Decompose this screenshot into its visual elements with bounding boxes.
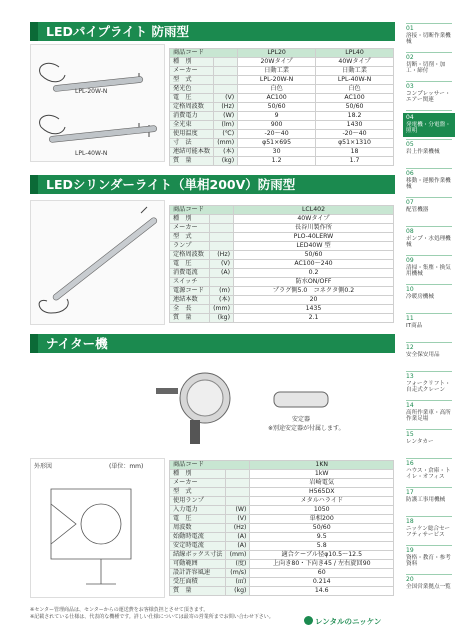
- row-unit: (kg): [210, 314, 234, 323]
- row-value: 50/60: [238, 103, 316, 112]
- sidebar-item-number: 09: [406, 257, 414, 264]
- sidebar-item-label: 安全保安用品: [406, 351, 440, 358]
- row-unit: (mm): [214, 139, 238, 148]
- row-value: プラグ側5.0 コネクタ側0.2: [234, 287, 394, 296]
- sidebar-divider: [406, 458, 452, 459]
- row-unit: [214, 85, 238, 94]
- outline-unit: (単位：mm): [109, 463, 144, 470]
- sidebar-item-label: 清掃・集塵・換気用機械: [406, 264, 451, 278]
- sidebar-item-label: 移動・運搬作業機械: [406, 177, 451, 191]
- row-value: 1.7: [316, 157, 394, 166]
- sidebar-item-08[interactable]: [406, 229, 452, 249]
- row-value: LED40W 型: [234, 242, 394, 251]
- sidebar-item-number: 05: [406, 141, 414, 148]
- table-row: [170, 560, 394, 569]
- row-value: 0.2: [234, 269, 394, 278]
- row-label: 発光色: [170, 85, 214, 94]
- table-row: [170, 506, 394, 515]
- section-title-pipe-light: LEDパイプライト 防雨型: [30, 22, 395, 41]
- row-value: 1kW: [250, 470, 394, 479]
- row-label: メーカー: [170, 67, 214, 76]
- table-row: [170, 76, 394, 85]
- caption-lpl20: LPL-20W-N: [75, 88, 108, 95]
- row-unit: [210, 233, 234, 242]
- sidebar-item-label: ハウス・倉庫・トイレ・オフィス: [406, 467, 451, 481]
- header-cell: LPL40: [316, 49, 394, 58]
- sidebar-divider: [406, 81, 452, 82]
- row-label: 型 式: [170, 488, 226, 497]
- row-unit: [210, 224, 234, 233]
- row-value: 9: [238, 112, 316, 121]
- ballast-note: ※別途安定器が付属します。: [268, 425, 345, 432]
- row-value: 18: [316, 148, 394, 157]
- row-label: 定格周波数: [170, 251, 210, 260]
- row-label: 電源コード: [170, 287, 210, 296]
- sidebar-item-number: 19: [406, 547, 414, 554]
- row-unit: [226, 497, 250, 506]
- table-row: [170, 112, 394, 121]
- sidebar-divider: [406, 255, 452, 256]
- row-value: 上向き80・下向き45 / 左右旋回90: [250, 560, 394, 569]
- cylinder-light-illustration: [31, 201, 166, 326]
- row-unit: (A): [226, 533, 250, 542]
- sidebar-divider: [406, 400, 452, 401]
- row-value: 2.1: [234, 314, 394, 323]
- row-unit: (m/s): [226, 569, 250, 578]
- table-row: [170, 242, 394, 251]
- category-sidebar: [400, 0, 455, 644]
- sidebar-item-number: 06: [406, 170, 414, 177]
- table-row: [170, 515, 394, 524]
- row-value: 長谷川製作所: [234, 224, 394, 233]
- table-row: [170, 305, 394, 314]
- footer-note-1: ※センター管理商品は、センターからの運送費をお客様負担とさせて頂きます。: [30, 607, 209, 613]
- sidebar-divider: [406, 284, 452, 285]
- table-row: [170, 58, 394, 67]
- sidebar-item-number: 13: [406, 373, 414, 380]
- table-header-row: [170, 461, 394, 470]
- sidebar-item-01[interactable]: [406, 26, 452, 46]
- sidebar-item-label: 発電機・分電盤・照明: [406, 121, 451, 135]
- row-value: AC100〜240: [234, 260, 394, 269]
- row-label: 種 別: [170, 58, 214, 67]
- section-title-nighter: ナイター機: [30, 334, 395, 353]
- row-label: 全 長: [170, 305, 210, 314]
- sidebar-item-label: 岩上作業機械: [406, 148, 440, 155]
- sidebar-item-number: 14: [406, 402, 414, 409]
- brand-logo-icon: [304, 616, 313, 625]
- row-label: 質 量: [170, 314, 210, 323]
- table-row: [170, 470, 394, 479]
- table-row: [170, 148, 394, 157]
- row-unit: (本): [210, 296, 234, 305]
- row-label: 全光束: [170, 121, 214, 130]
- row-value: 900: [238, 121, 316, 130]
- table-row: [170, 139, 394, 148]
- sidebar-item-11[interactable]: [406, 316, 452, 329]
- table-row: [170, 269, 394, 278]
- table-row: [170, 587, 394, 596]
- row-value: H565DX: [250, 488, 394, 497]
- spec-table-nighter: [169, 460, 394, 596]
- sidebar-item-18[interactable]: [406, 519, 452, 539]
- row-label: 周波数: [170, 524, 226, 533]
- sidebar-item-label: 資格・教育・参考資料: [406, 554, 451, 568]
- sidebar-divider: [406, 168, 452, 169]
- row-value: LPL-20W-N: [238, 76, 316, 85]
- row-unit: [210, 242, 234, 251]
- row-unit: (Hz): [226, 524, 250, 533]
- sidebar-item-03[interactable]: [406, 84, 452, 104]
- row-unit: (V): [214, 94, 238, 103]
- row-label: 種 別: [170, 470, 226, 479]
- sidebar-item-17[interactable]: [406, 490, 452, 503]
- row-value: 白色: [316, 85, 394, 94]
- sidebar-item-number: 17: [406, 489, 414, 496]
- row-value: 1435: [234, 305, 394, 314]
- row-label: 型 式: [170, 233, 210, 242]
- row-label: 質 量: [170, 587, 226, 596]
- table-row: [170, 233, 394, 242]
- sidebar-item-label: 全国営業拠点一覧: [406, 583, 451, 590]
- sidebar-item-06[interactable]: [406, 171, 452, 191]
- sidebar-divider: [406, 371, 452, 372]
- row-label: 消費電力: [170, 112, 214, 121]
- sidebar-item-14[interactable]: [406, 403, 452, 423]
- table-row: [170, 94, 394, 103]
- sidebar-item-number: 07: [406, 199, 414, 206]
- sidebar-divider: [406, 313, 452, 314]
- sidebar-item-number: 16: [406, 460, 414, 467]
- row-unit: [226, 488, 250, 497]
- row-label: 連結本数: [170, 296, 210, 305]
- footer-note-2: ※記載されている仕様は、代表的な機種です。詳しい仕様については最寄の営業所までお問い合わせ下さい。: [30, 614, 274, 620]
- row-label: 電 圧: [170, 515, 226, 524]
- row-unit: (度): [226, 560, 250, 569]
- sidebar-item-13[interactable]: [406, 374, 452, 394]
- table-row: [170, 314, 394, 323]
- sidebar-divider: [406, 487, 452, 488]
- table-row: [170, 85, 394, 94]
- sidebar-item-label: 高所作業車・高所作業足場: [406, 409, 451, 423]
- row-value: 50/60: [316, 103, 394, 112]
- row-label: 使用ランプ: [170, 497, 226, 506]
- row-unit: (V): [210, 260, 234, 269]
- sidebar-item-label: コンプレッサー・エアー関連: [406, 90, 451, 104]
- row-value: 30: [238, 148, 316, 157]
- row-unit: [214, 58, 238, 67]
- row-label: メーカー: [170, 479, 226, 488]
- spec-table-pipe-light: [169, 48, 394, 166]
- table-row: [170, 488, 394, 497]
- table-header-row: [170, 206, 394, 215]
- row-label: スイッチ: [170, 278, 210, 287]
- row-unit: [210, 215, 234, 224]
- sidebar-divider: [406, 574, 452, 575]
- sidebar-item-label: ニッケン総合セーフティサービス: [406, 525, 451, 539]
- row-value: 40Wタイプ: [316, 58, 394, 67]
- row-unit: (W): [226, 506, 250, 515]
- sidebar-item-10[interactable]: [406, 287, 452, 300]
- row-label: 質 量: [170, 157, 214, 166]
- sidebar-item-label: フォークリフト・自走式クレーン: [406, 380, 451, 394]
- row-label: 電 圧: [170, 94, 214, 103]
- row-label: 安定時電流: [170, 542, 226, 551]
- row-unit: [214, 67, 238, 76]
- row-label: 電 圧: [170, 260, 210, 269]
- table-row: [170, 551, 394, 560]
- row-unit: (kg): [226, 587, 250, 596]
- table-row: [170, 103, 394, 112]
- sidebar-item-label: 配管機器: [406, 206, 429, 213]
- row-unit: (Hz): [214, 103, 238, 112]
- row-value: 60: [250, 569, 394, 578]
- row-unit: (lm): [214, 121, 238, 130]
- table-row: [170, 287, 394, 296]
- sidebar-item-label: 冷暖房機械: [406, 293, 434, 300]
- row-value: 50/60: [234, 251, 394, 260]
- table-row: [170, 569, 394, 578]
- sidebar-item-label: ポンプ・水処理機械: [406, 235, 451, 249]
- sidebar-item-09[interactable]: [406, 258, 452, 278]
- row-value: AC100: [316, 94, 394, 103]
- pipe-light-photo: [30, 44, 165, 162]
- table-row: [170, 157, 394, 166]
- sidebar-item-number: 20: [406, 576, 414, 583]
- row-label: 入力電力: [170, 506, 226, 515]
- row-label: 定格周波数: [170, 103, 214, 112]
- row-value: -20〜40: [238, 130, 316, 139]
- sidebar-item-label: 切断・切削・加工・締付: [406, 61, 446, 75]
- row-value: φ51×695: [238, 139, 316, 148]
- header-cell: LPL20: [238, 49, 316, 58]
- row-label: 可動範囲: [170, 560, 226, 569]
- cylinder-light-photo: [30, 200, 165, 325]
- table-row: [170, 479, 394, 488]
- sidebar-divider: [406, 516, 452, 517]
- sidebar-divider: [406, 429, 452, 430]
- row-value: 9.5: [250, 533, 394, 542]
- row-value: -20〜40: [316, 130, 394, 139]
- table-row: [170, 121, 394, 130]
- table-row: [170, 542, 394, 551]
- sidebar-item-number: 02: [406, 54, 414, 61]
- row-value: 1.2: [238, 157, 316, 166]
- sidebar-item-04[interactable]: [403, 113, 455, 137]
- sidebar-item-15[interactable]: [406, 432, 452, 445]
- row-value: 50/60: [250, 524, 394, 533]
- row-label: 始動時電流: [170, 533, 226, 542]
- row-value: 14.6: [250, 587, 394, 596]
- sidebar-divider: [406, 110, 452, 111]
- outline-drawing: [30, 458, 165, 598]
- sidebar-divider: [406, 139, 452, 140]
- sidebar-divider: [406, 52, 452, 53]
- table-row: [170, 251, 394, 260]
- table-row: [170, 67, 394, 76]
- sidebar-item-label: レンタカー: [406, 438, 434, 445]
- header-cell: 商品コード: [170, 461, 250, 470]
- table-row: [170, 215, 394, 224]
- row-unit: (kg): [214, 157, 238, 166]
- sidebar-item-16[interactable]: [406, 461, 452, 481]
- row-value: 0.214: [250, 578, 394, 587]
- ballast-caption: 安定器: [292, 416, 311, 423]
- row-label: 消費電流: [170, 269, 210, 278]
- table-row: [170, 524, 394, 533]
- brand-name: レンタルのニッケン: [315, 617, 382, 626]
- row-unit: (Hz): [210, 251, 234, 260]
- row-label: 寸 法: [170, 139, 214, 148]
- sidebar-item-number: 18: [406, 518, 414, 525]
- row-value: AC100: [238, 94, 316, 103]
- row-value: 適合ケーブル径φ10.5〜12.5: [250, 551, 394, 560]
- row-unit: [226, 479, 250, 488]
- row-unit: (A): [210, 269, 234, 278]
- sidebar-divider: [406, 197, 452, 198]
- sidebar-item-label: 防護工事用機械: [406, 496, 446, 503]
- nighter-photo: [150, 358, 265, 448]
- sidebar-item-label: IT商品: [406, 322, 423, 329]
- sidebar-item-12[interactable]: [406, 345, 452, 358]
- row-value: 1050: [250, 506, 394, 515]
- row-value: 1430: [316, 121, 394, 130]
- row-value: 日動工業: [316, 67, 394, 76]
- sidebar-divider: [406, 342, 452, 343]
- row-label: ランプ: [170, 242, 210, 251]
- row-value: 白色: [238, 85, 316, 94]
- row-value: LPL-40W-N: [316, 76, 394, 85]
- row-value: 防水ON/OFF: [234, 278, 394, 287]
- header-cell: 商品コード: [170, 206, 234, 215]
- row-value: 単相200: [250, 515, 394, 524]
- sidebar-item-19[interactable]: [406, 548, 452, 568]
- table-header-row: [170, 49, 394, 58]
- table-row: [170, 278, 394, 287]
- table-row: [170, 578, 394, 587]
- row-value: 日動工業: [238, 67, 316, 76]
- row-label: 使用温度: [170, 130, 214, 139]
- sidebar-item-label: 溶接・切断作業機械: [406, 32, 451, 46]
- table-row: [170, 296, 394, 305]
- row-value: メタルハライド: [250, 497, 394, 506]
- floodlight-illustration: [150, 358, 265, 448]
- row-value: 20Wタイプ: [238, 58, 316, 67]
- row-label: 結線ボックス寸法: [170, 551, 226, 560]
- spec-table-cylinder-light: [169, 205, 394, 323]
- row-label: メーカー: [170, 224, 210, 233]
- row-value: 20: [234, 296, 394, 305]
- sidebar-divider: [406, 545, 452, 546]
- table-row: [170, 224, 394, 233]
- row-value: 18.2: [316, 112, 394, 121]
- row-label: 設計許容風速: [170, 569, 226, 578]
- table-row: [170, 260, 394, 269]
- sidebar-divider: [406, 23, 452, 24]
- sidebar-item-number: 01: [406, 25, 414, 32]
- header-cell: 1KN: [250, 461, 394, 470]
- table-row: [170, 533, 394, 542]
- caption-lpl40: LPL-40W-N: [75, 150, 108, 157]
- sidebar-item-number: 08: [406, 228, 414, 235]
- row-unit: [214, 76, 238, 85]
- sidebar-item-number: 12: [406, 344, 414, 351]
- row-value: 岩崎電気: [250, 479, 394, 488]
- row-value: φ51×1310: [316, 139, 394, 148]
- row-label: 型 式: [170, 76, 214, 85]
- row-unit: (℃): [214, 130, 238, 139]
- row-unit: (V): [226, 515, 250, 524]
- sidebar-item-07[interactable]: [406, 200, 452, 213]
- sidebar-item-number: 10: [406, 286, 414, 293]
- row-unit: (m): [210, 287, 234, 296]
- row-unit: (mm): [226, 551, 250, 560]
- row-unit: (W): [214, 112, 238, 121]
- sidebar-item-20[interactable]: [406, 577, 452, 590]
- pipe-light-illustration: [31, 45, 166, 163]
- header-cell: 商品コード: [170, 49, 238, 58]
- ballast-photo: [270, 388, 332, 413]
- row-value: PLO-40LERW: [234, 233, 394, 242]
- row-unit: (A): [226, 542, 250, 551]
- outline-sketch: [31, 459, 166, 599]
- row-unit: [226, 470, 250, 479]
- sidebar-item-number: 11: [406, 315, 414, 322]
- row-label: 連結可能本数: [170, 148, 214, 157]
- row-label: 種 別: [170, 215, 210, 224]
- section-title-cylinder-light: LEDシリンダーライト（単相200V）防雨型: [30, 175, 395, 194]
- row-value: 40Wタイプ: [234, 215, 394, 224]
- table-row: [170, 130, 394, 139]
- row-value: 5.8: [250, 542, 394, 551]
- row-label: 受圧面積: [170, 578, 226, 587]
- row-unit: [210, 278, 234, 287]
- row-unit: (mm): [210, 305, 234, 314]
- outline-label: 外形図: [34, 463, 53, 470]
- sidebar-divider: [406, 226, 452, 227]
- sidebar-item-number: 03: [406, 83, 414, 90]
- sidebar-item-number: 15: [406, 431, 414, 438]
- header-cell: LCL402: [234, 206, 394, 215]
- table-row: [170, 497, 394, 506]
- sidebar-item-number: 04: [406, 114, 414, 121]
- sidebar-item-02[interactable]: [406, 55, 452, 75]
- sidebar-item-05[interactable]: [406, 142, 452, 155]
- row-unit: (㎡): [226, 578, 250, 587]
- row-unit: (本): [214, 148, 238, 157]
